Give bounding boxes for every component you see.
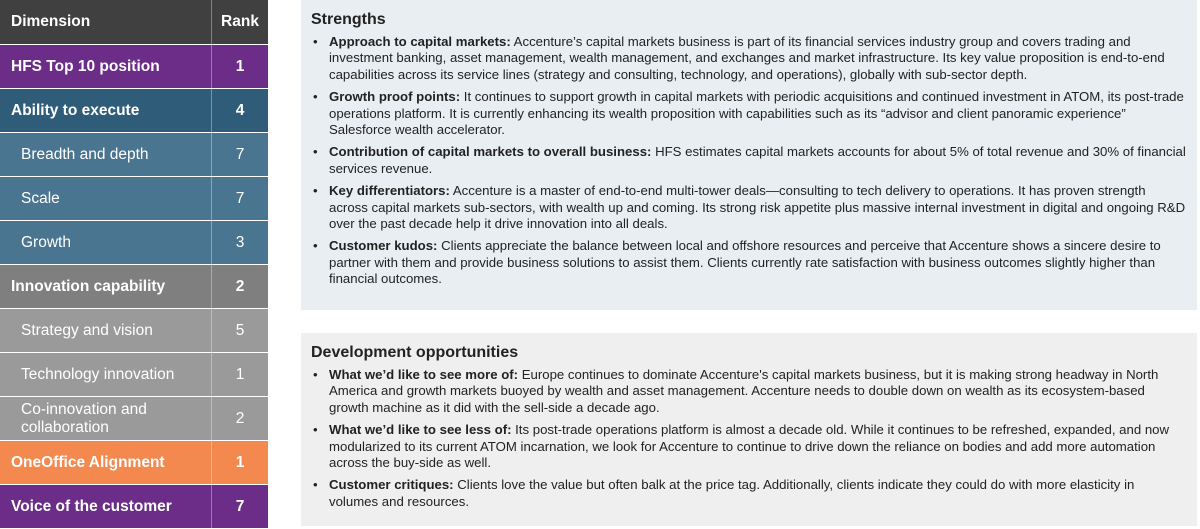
- development-list: [311, 367, 1187, 510]
- rank-value: 5: [212, 309, 269, 353]
- bullet-icon: •: [313, 34, 318, 49]
- rank-value: 7: [212, 485, 269, 529]
- strengths-item: [311, 144, 1187, 177]
- rank-row: [0, 353, 268, 397]
- strengths-item-text: Accenture’s capital markets business is part of its financial services industry group and covers trading and investment banking, asset management, wealth management, and exchanges and market infrastructure. Its key value proposition is end-to-end capabilities across its service lines (strategy and consulting, technology, and operations), globally with sub-sector depth.: [329, 34, 1165, 82]
- rank-row: [0, 397, 268, 441]
- dimension-header: Dimension: [0, 0, 212, 45]
- rank-table-body: [0, 45, 268, 529]
- bullet-icon: •: [313, 183, 318, 199]
- bullet-icon: •: [313, 477, 318, 493]
- development-item-text: Europe continues to dominate Accenture's capital markets business, but it is making strong headway in North America and growth markets buoyed by wealth and asset management. Accenture needs to double down on wealth as its ecosystem-based growth machine as it did with the sell-side a decade ago.: [329, 367, 1159, 415]
- bullet-icon: •: [313, 238, 318, 254]
- strengths-list: [311, 34, 1187, 288]
- development-item: [311, 422, 1187, 471]
- strengths-item-lead: Growth proof points:: [329, 89, 461, 105]
- rank-header: Rank: [212, 0, 269, 45]
- bullet-icon: •: [313, 367, 318, 382]
- rank-table-header: [0, 0, 268, 45]
- development-item-lead: Customer critiques:: [329, 477, 454, 493]
- strengths-item: [311, 183, 1187, 232]
- rank-row: [0, 177, 268, 221]
- development-item-lead: What we’d like to see more of:: [329, 367, 519, 382]
- development-title: Development opportunities: [311, 344, 519, 361]
- strengths-panel: [301, 0, 1197, 310]
- rank-value: 3: [212, 221, 269, 265]
- strengths-item-text: Clients appreciate the balance between local and offshore resources and perceive that Accenture shows a sincere desire to partner with them and provide business solutions to assist them. Clients currently rate satisfaction with business outcomes slightly higher than financial outcomes.: [329, 238, 1161, 287]
- bullet-icon: •: [313, 422, 318, 438]
- development-panel: [301, 333, 1197, 526]
- rank-value: 2: [212, 265, 269, 309]
- rank-value: 1: [212, 45, 269, 89]
- rank-row: [0, 45, 268, 89]
- dimension-label: Scale: [0, 177, 212, 221]
- dimension-label: Co-innovation and collaboration: [0, 397, 212, 441]
- strengths-item-lead: Key differentiators:: [329, 183, 450, 199]
- rank-value: 1: [212, 441, 269, 485]
- dimension-label: Strategy and vision: [0, 309, 212, 353]
- strengths-item-lead: Customer kudos:: [329, 238, 438, 254]
- rank-row: [0, 485, 268, 529]
- dimension-label: HFS Top 10 position: [0, 45, 212, 89]
- rank-row: [0, 265, 268, 309]
- dimension-label: Technology innovation: [0, 353, 212, 397]
- strengths-item: [311, 34, 1187, 83]
- dimension-label: Innovation capability: [0, 265, 212, 309]
- dimension-label: Growth: [0, 221, 212, 265]
- rank-value: 7: [212, 133, 269, 177]
- bullet-icon: •: [313, 89, 318, 105]
- rank-row: [0, 89, 268, 133]
- rank-value: 1: [212, 353, 269, 397]
- development-item-lead: What we’d like to see less of:: [329, 422, 512, 438]
- dimension-label: Breadth and depth: [0, 133, 212, 177]
- strengths-title: Strengths: [311, 11, 386, 28]
- strengths-item-lead: Approach to capital markets:: [329, 34, 511, 49]
- rank-row: [0, 221, 268, 265]
- dimension-label: Voice of the customer: [0, 485, 212, 529]
- dimension-label: Ability to execute: [0, 89, 212, 133]
- rank-value: 2: [212, 397, 269, 441]
- development-item-text: Clients love the value but often balk at the price tag. Additionally, clients indicate they could do with more elasticity in volumes and resources.: [329, 477, 1135, 509]
- strengths-item-text: It continues to support growth in capital markets with periodic acquisitions and continued investment in ATOM, its post-trade operations platform. It is currently enhancing its wealth proposition with capabilities such as its “advisor and client panoramic experience” Salesforce wealth accelerator.: [329, 89, 1184, 138]
- development-item-text: Its post-trade operations platform is almost a decade old. While it continues to be refreshed, expanded, and now modularized to its current ATOM incarnation, we look for Accenture to continue to drive down the reliance on bodies and add more automation across the buy-side as well.: [329, 422, 1170, 471]
- bullet-icon: •: [313, 144, 318, 160]
- rank-table: [0, 0, 268, 529]
- rank-row: [0, 133, 268, 177]
- rank-value: 7: [212, 177, 269, 221]
- dimension-label: OneOffice Alignment: [0, 441, 212, 485]
- strengths-item-lead: Contribution of capital markets to overall business:: [329, 144, 652, 160]
- rank-row: [0, 441, 268, 485]
- strengths-item-text: HFS estimates capital markets accounts for about 5% of total revenue and 30% of financial services revenue.: [329, 144, 1186, 176]
- development-item: [311, 477, 1187, 510]
- development-item: [311, 367, 1187, 416]
- strengths-item-text: Accenture is a master of end-to-end multi-tower deals—consulting to tech delivery to operations. It has proven strength across capital markets sub-sectors, with wealth up and coming. Its strong risk appetite plus massive internal investment in digital and ongoing R&D over the past decade help it drive innovation into all deals.: [329, 183, 1186, 232]
- strengths-item: [311, 89, 1187, 138]
- rank-row: [0, 309, 268, 353]
- rank-value: 4: [212, 89, 269, 133]
- strengths-item: [311, 238, 1187, 287]
